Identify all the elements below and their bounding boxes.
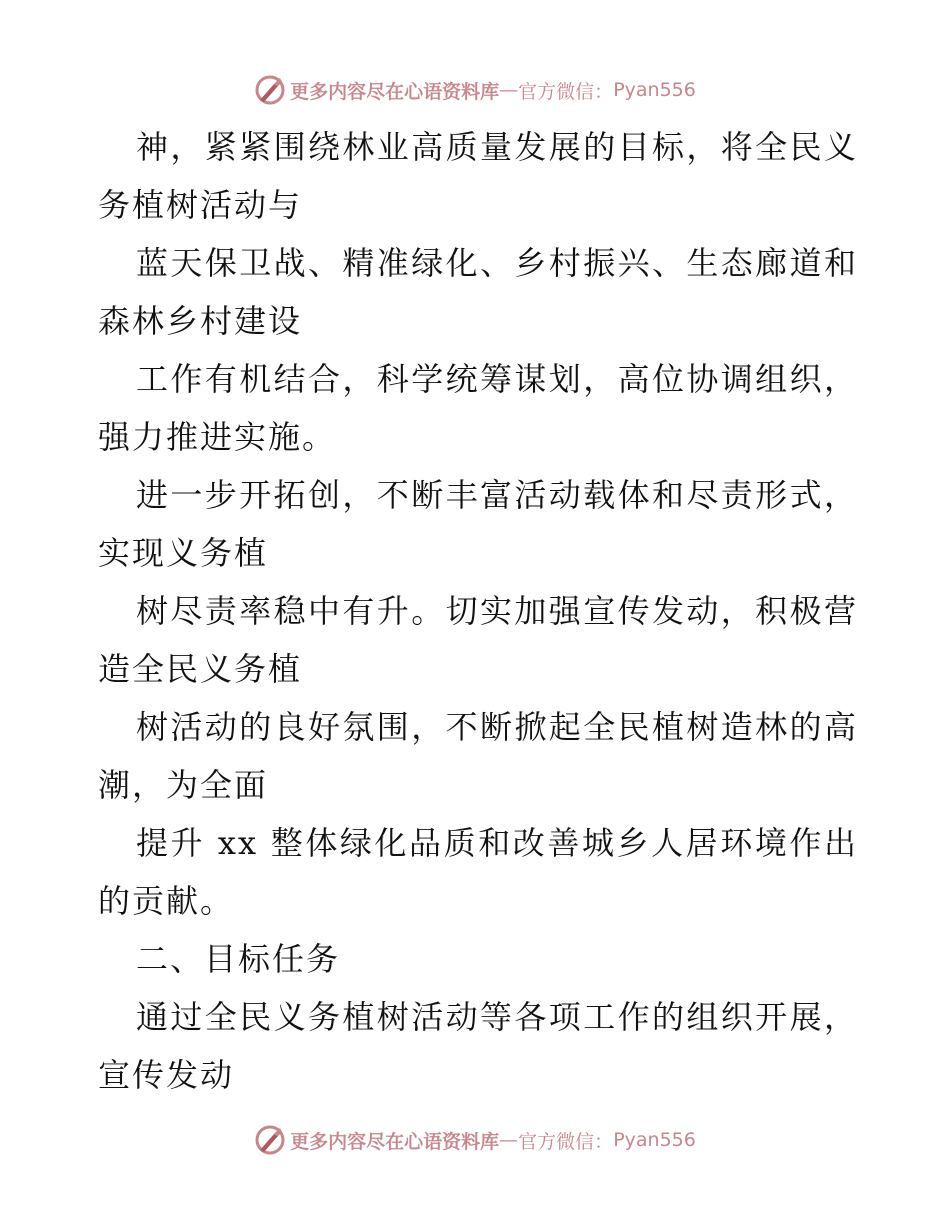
paragraph: 工作有机结合，科学统筹谋划，高位协调组织，强力推进实施。 <box>98 360 858 456</box>
watermark-wechat-id: Pyan556 <box>613 79 696 101</box>
paragraph: 进一步开拓创，不断丰富活动载体和尽责形式，实现义务植 <box>98 476 858 572</box>
document-body <box>98 118 858 1104</box>
header-watermark-banner <box>0 72 950 108</box>
paragraph: 蓝天保卫战、精准绿化、乡村振兴、生态廊道和森林乡村建设 <box>98 244 858 340</box>
paragraph: 通过全民义务植树活动等各项工作的组织开展，宣传发动 <box>98 998 858 1094</box>
paragraph: 神，紧紧围绕林业高质量发展的目标，将全民义务植树活动与 <box>98 128 858 224</box>
section-heading: 二、目标任务 <box>136 940 341 978</box>
watermark-sub-text: 官方微信： <box>518 1130 614 1153</box>
watermark-main-text: 更多内容尽在心语资料库 <box>290 1130 500 1153</box>
pen-circle-logo-icon <box>254 74 286 106</box>
paragraph: 树尽责率稳中有升。切实加强宣传发动，积极营造全民义务植 <box>98 592 858 688</box>
watermark-sub-text: 官方微信： <box>518 80 614 103</box>
watermark-separator: — <box>499 1129 519 1151</box>
footer-watermark-banner <box>0 1122 950 1158</box>
paragraph: 提升 xx 整体绿化品质和改善城乡人居环境作出的贡献。 <box>98 824 858 920</box>
watermark-wechat-id: Pyan556 <box>613 1129 696 1151</box>
watermark-main-text: 更多内容尽在心语资料库 <box>290 80 500 103</box>
paragraph: 树活动的良好氛围，不断掀起全民植树造林的高潮，为全面 <box>98 708 858 804</box>
pen-circle-logo-icon <box>254 1124 286 1156</box>
watermark-separator: — <box>499 79 519 101</box>
